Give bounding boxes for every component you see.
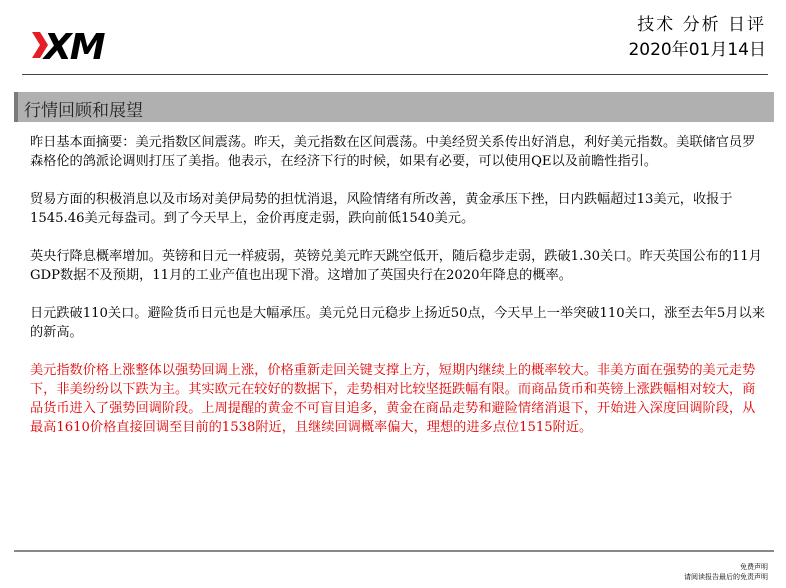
section-title: 行情回顾和展望 [24, 101, 143, 121]
paragraph-gold: 贸易方面的积极消息以及市场对美伊局势的担忧消退，风险情绪有所改善，黄金承压下挫，日内跌幅超过13美元，收报于1545.46美元每盎司。到了今天早上，金价再度走弱，跌向前低1540美元。 [30, 192, 733, 226]
paragraph-outlook: 美元指数价格上涨整体以强势回调上涨，价格重新走回关键支撑上方，短期内继续上的概率较大。非美方面在强势的美元走势下，非美纷纷以下跌为主。其实欧元在较好的数据下，走势相对比较坚挺跌幅有限。而商品货币和英镑上涨跌幅相对较大，商品货币进入了强势回调阶段。上周提醒的黄金不可盲目追多，黄金在商品走势和避险情绪消退下，开始进入深度回调阶段，从最高1610价格直接回调至目前的1538附近，且继续回调概率偏大，理想的进多点位1515附近。 [30, 363, 756, 435]
disclaimer-link[interactable]: 请阅读报告最后的免责声明 [684, 573, 768, 581]
paragraph-fundamentals: 昨日基本面摘要：美元指数区间震荡。昨天，美元指数在区间震荡。中美经贸关系传出好消息，利好美元指数。美联储官员罗森格伦的鸽派论调则打压了美指。他表示，在经济下行的时候，如果有必要，可以使用QE以及前瞻性指引。 [30, 135, 756, 169]
paragraph-gbp: 英央行降息概率增加。英镑和日元一样疲弱，英镑兑美元昨天跳空低开，随后稳步走弱，跌破1.30关口。昨天英国公布的11月GDP数据不及预期，11月的工业产值也出现下滑。这增加了英国央行在2020年降息的概率。 [30, 249, 762, 283]
paragraph-jpy: 日元跌破110关口。避险货币日元也是大幅承压。美元兑日元稳步上扬近50点，今天早上一举突破110关口，涨至去年5月以来的新高。 [30, 306, 765, 340]
section-header [14, 92, 774, 122]
report-header [628, 14, 766, 62]
report-date: 2020年01月14日 [628, 40, 766, 60]
report-body [30, 133, 765, 456]
xm-logo-mark [30, 26, 126, 64]
report-category: 技术 分析 日评 [637, 15, 766, 35]
xm-logo [30, 26, 126, 64]
disclaimer-note [684, 562, 768, 582]
header-divider [22, 74, 768, 75]
disclaimer-title: 免费声明 [740, 563, 768, 571]
footer-divider [14, 550, 774, 552]
logo-text: XM [44, 27, 104, 64]
